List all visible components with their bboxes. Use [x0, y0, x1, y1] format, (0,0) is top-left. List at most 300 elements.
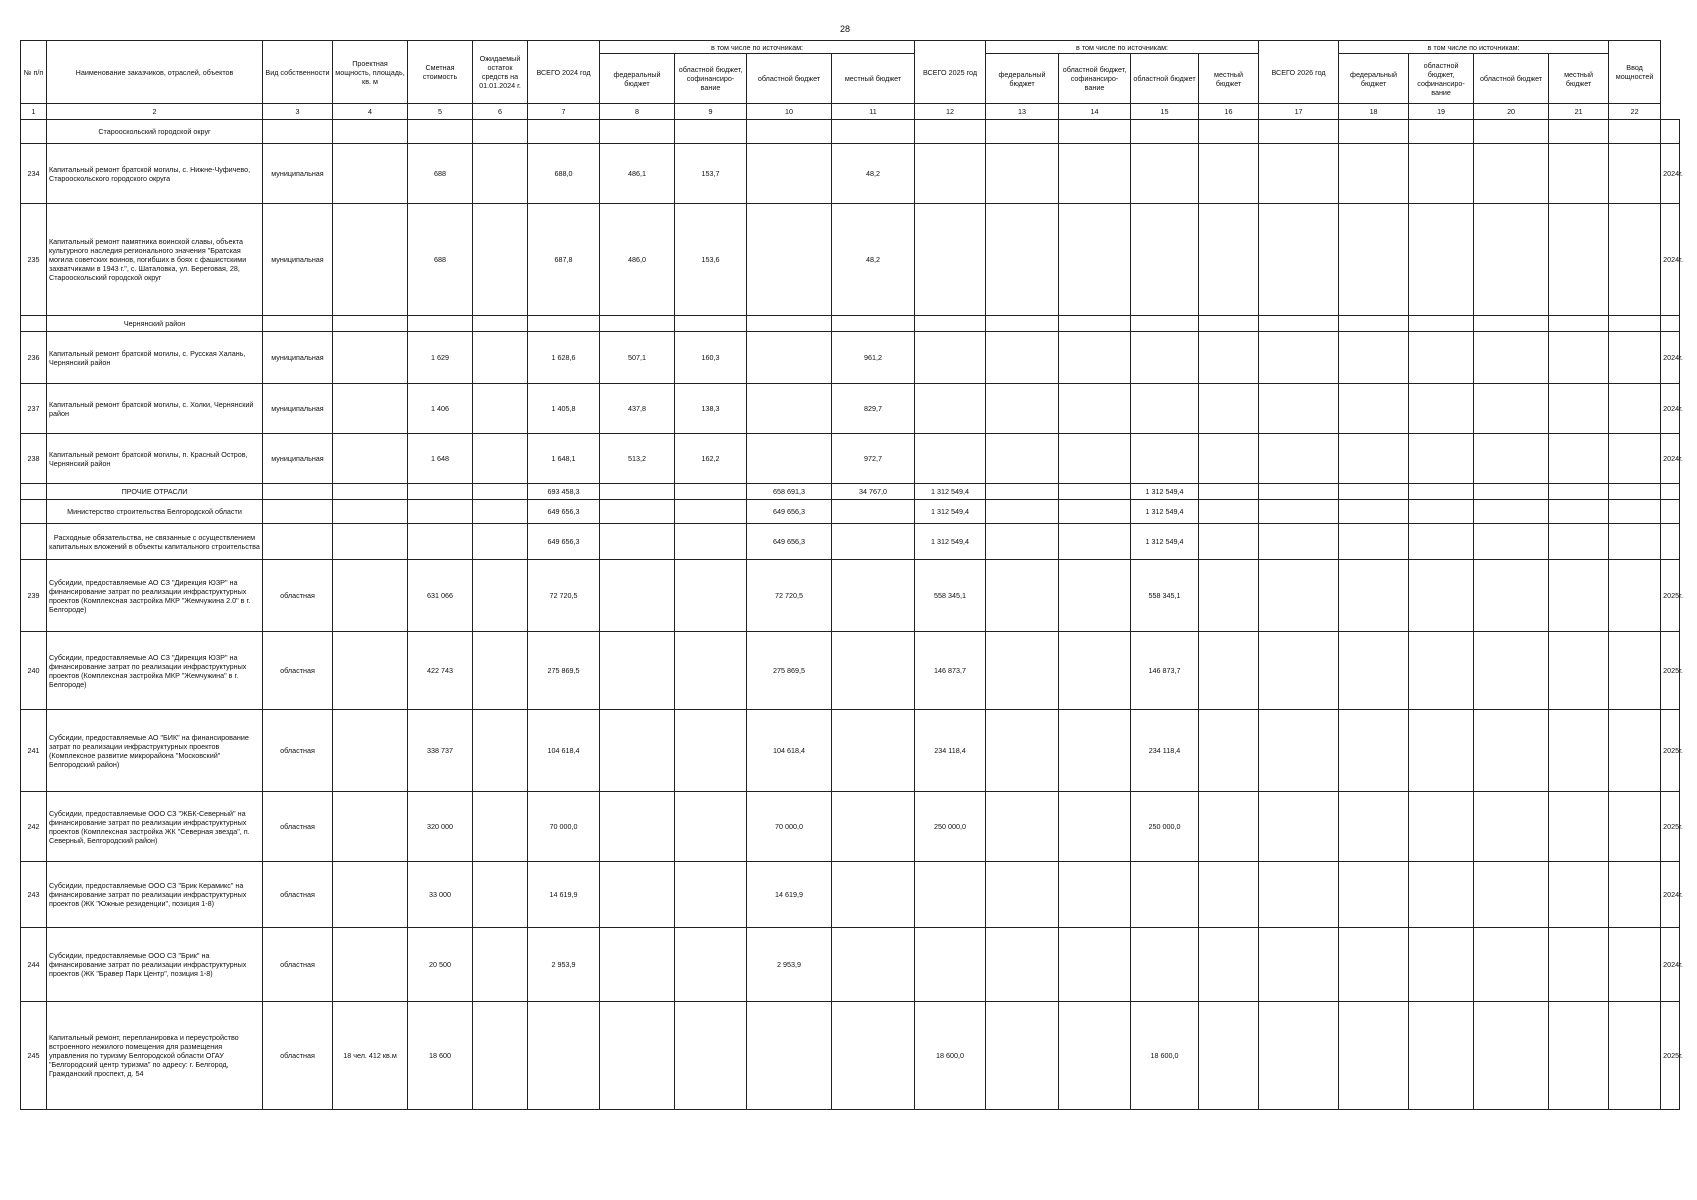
value-cell: 275 869,5 — [528, 632, 600, 710]
value-cell: 138,3 — [675, 384, 747, 434]
value-cell — [915, 120, 986, 144]
value-cell — [1409, 1002, 1474, 1110]
value-cell — [1199, 928, 1259, 1002]
value-cell: 1 405,8 — [528, 384, 600, 434]
table-row — [21, 928, 1680, 1002]
header-total-2026: ВСЕГО 2026 год — [1259, 41, 1339, 104]
value-cell — [915, 928, 986, 1002]
object-name: Капитальный ремонт памятника воинской славы, объекта культурного наследия регионального значения "Братская могила советских воинов, погибших в боях с фашистскими захватчиками в 1943 г.", с. Шаталовка, ул. Береговая, 28, Старооскольский городской округ — [47, 204, 263, 316]
value-cell — [986, 792, 1059, 862]
row-number — [21, 524, 47, 560]
value-cell — [1059, 1002, 1131, 1110]
header-regional-2026: областной бюджет — [1474, 54, 1549, 104]
column-number-row — [21, 104, 1680, 120]
column-number: 7 — [528, 104, 600, 120]
empty-cell — [408, 500, 473, 524]
header-sources-2026: в том числе по источникам: — [1339, 41, 1609, 54]
column-number: 3 — [263, 104, 333, 120]
header-name: Наименование заказчиков, отраслей, объектов — [47, 41, 263, 104]
column-number: 11 — [832, 104, 915, 120]
value-cell — [1549, 120, 1609, 144]
value-cell — [1549, 560, 1609, 632]
capacity-cell — [333, 560, 408, 632]
intro-year-cell: 2025г. — [1661, 632, 1680, 710]
value-cell: 48,2 — [832, 144, 915, 204]
object-name: Субсидии, предоставляемые ООО СЗ "ЖБК-Северный" на финансирование затрат по реализации инфраструктурных проектов (Комплексная застройка ЖК "Северная звезда", п. Северный, Белгородский район) — [47, 792, 263, 862]
value-cell — [1409, 316, 1474, 332]
value-cell — [1199, 384, 1259, 434]
value-cell — [675, 500, 747, 524]
value-cell — [1409, 500, 1474, 524]
value-cell: 513,2 — [600, 434, 675, 484]
value-cell — [1549, 204, 1609, 316]
header-cost: Сметная стоимость — [408, 41, 473, 104]
row-number: 237 — [21, 384, 47, 434]
section-row — [21, 500, 1680, 524]
capacity-cell — [333, 144, 408, 204]
value-cell: 829,7 — [832, 384, 915, 434]
empty-cell — [408, 316, 473, 332]
ownership-cell: областная — [263, 862, 333, 928]
row-number: 245 — [21, 1002, 47, 1110]
value-cell: 649 656,3 — [528, 524, 600, 560]
header-capacity: Проектная мощность, площадь, кв. м — [333, 41, 408, 104]
value-cell — [1259, 792, 1339, 862]
empty-cell — [263, 316, 333, 332]
header-federal-2024: федеральный бюджет — [600, 54, 675, 104]
intro-year-cell: 2025г. — [1661, 560, 1680, 632]
column-number: 21 — [1549, 104, 1609, 120]
column-number: 4 — [333, 104, 408, 120]
intro-year-cell — [1661, 524, 1680, 560]
value-cell — [1474, 316, 1549, 332]
value-cell — [1339, 120, 1409, 144]
value-cell — [1199, 1002, 1259, 1110]
intro-year-cell — [1661, 484, 1680, 500]
empty-cell — [473, 316, 528, 332]
value-cell — [1339, 928, 1409, 1002]
value-cell — [1059, 500, 1131, 524]
value-cell — [1339, 862, 1409, 928]
value-cell — [1059, 434, 1131, 484]
table-row — [21, 710, 1680, 792]
table-row — [21, 434, 1680, 484]
value-cell — [675, 792, 747, 862]
value-cell — [1059, 710, 1131, 792]
empty-cell — [473, 484, 528, 500]
value-cell: 34 767,0 — [832, 484, 915, 500]
value-cell — [1259, 500, 1339, 524]
header-ownership: Вид собственности — [263, 41, 333, 104]
cost-cell: 1 629 — [408, 332, 473, 384]
capacity-cell — [333, 384, 408, 434]
value-cell — [1259, 144, 1339, 204]
column-number: 8 — [600, 104, 675, 120]
row-number: 236 — [21, 332, 47, 384]
value-cell: 558 345,1 — [1131, 560, 1199, 632]
ownership-cell: областная — [263, 632, 333, 710]
value-cell — [600, 1002, 675, 1110]
value-cell — [1259, 384, 1339, 434]
value-cell — [600, 484, 675, 500]
column-number: 16 — [1199, 104, 1259, 120]
value-cell — [1259, 862, 1339, 928]
header-total-2024: ВСЕГО 2024 год — [528, 41, 600, 104]
intro-year-cell: 2025г. — [1661, 710, 1680, 792]
value-cell — [675, 524, 747, 560]
value-cell — [832, 632, 915, 710]
row-number — [21, 484, 47, 500]
value-cell — [1059, 928, 1131, 1002]
value-cell — [986, 710, 1059, 792]
value-cell — [1409, 332, 1474, 384]
value-cell — [1549, 332, 1609, 384]
value-cell — [1609, 1002, 1661, 1110]
intro-year-cell: 2024г. — [1661, 434, 1680, 484]
value-cell — [915, 434, 986, 484]
value-cell: 558 345,1 — [915, 560, 986, 632]
value-cell — [1199, 434, 1259, 484]
value-cell — [1339, 632, 1409, 710]
value-cell — [1549, 316, 1609, 332]
value-cell: 687,8 — [528, 204, 600, 316]
value-cell — [1609, 384, 1661, 434]
value-cell — [1409, 484, 1474, 500]
value-cell: 70 000,0 — [747, 792, 832, 862]
value-cell — [986, 524, 1059, 560]
section-row — [21, 316, 1680, 332]
value-cell — [747, 332, 832, 384]
value-cell: 1 312 549,4 — [1131, 524, 1199, 560]
capacity-cell — [333, 434, 408, 484]
value-cell — [1259, 204, 1339, 316]
value-cell — [1474, 524, 1549, 560]
object-name: Капитальный ремонт, перепланировка и переустройство встроенного нежилого помещения для размещения управления по туризму Белгородской области ОГАУ "Белгородский центр туризма" по адресу: г. Белгород, Гражданский проспект, д. 54 — [47, 1002, 263, 1110]
empty-cell — [333, 484, 408, 500]
intro-year-cell — [1661, 120, 1680, 144]
cost-cell: 1 406 — [408, 384, 473, 434]
cost-cell: 688 — [408, 204, 473, 316]
header-regional-cofin-2024: областной бюджет, софинансиро-вание — [675, 54, 747, 104]
value-cell: 2 953,9 — [747, 928, 832, 1002]
value-cell — [1609, 144, 1661, 204]
ownership-cell: областная — [263, 710, 333, 792]
row-number: 240 — [21, 632, 47, 710]
value-cell — [915, 144, 986, 204]
budget-table — [20, 40, 1683, 1110]
value-cell — [1549, 500, 1609, 524]
value-cell — [1609, 862, 1661, 928]
cost-cell: 1 648 — [408, 434, 473, 484]
value-cell — [1409, 120, 1474, 144]
value-cell: 437,8 — [600, 384, 675, 434]
section-row — [21, 524, 1680, 560]
value-cell — [1199, 560, 1259, 632]
object-name: Субсидии, предоставляемые АО СЗ "Дирекция ЮЗР" на финансирование затрат по реализации инфраструктурных проектов (Комплексная застройка МКР "Жемчужина" в г. Белгороде) — [47, 632, 263, 710]
value-cell: 18 600,0 — [915, 1002, 986, 1110]
row-number: 238 — [21, 434, 47, 484]
table-row — [21, 560, 1680, 632]
page-number: 28 — [840, 24, 851, 34]
value-cell — [832, 710, 915, 792]
section-row — [21, 120, 1680, 144]
object-name: Капитальный ремонт братской могилы, с. Русская Халань, Чернянский район — [47, 332, 263, 384]
value-cell — [1549, 632, 1609, 710]
value-cell — [1131, 204, 1199, 316]
value-cell: 250 000,0 — [1131, 792, 1199, 862]
value-cell — [1059, 560, 1131, 632]
row-number — [21, 316, 47, 332]
value-cell: 70 000,0 — [528, 792, 600, 862]
row-number: 244 — [21, 928, 47, 1002]
remainder-cell — [473, 632, 528, 710]
section-name: Министерство строительства Белгородской области — [47, 500, 263, 524]
value-cell — [1059, 332, 1131, 384]
value-cell — [832, 928, 915, 1002]
remainder-cell — [473, 862, 528, 928]
value-cell — [986, 1002, 1059, 1110]
intro-year-cell — [1661, 500, 1680, 524]
value-cell — [1339, 316, 1409, 332]
value-cell — [1131, 928, 1199, 1002]
header-regional-2025: областной бюджет — [1131, 54, 1199, 104]
value-cell — [1339, 792, 1409, 862]
ownership-cell: муниципальная — [263, 144, 333, 204]
value-cell — [1199, 862, 1259, 928]
value-cell — [747, 144, 832, 204]
value-cell — [600, 316, 675, 332]
value-cell — [915, 862, 986, 928]
object-name: Капитальный ремонт братской могилы, п. Красный Остров, Чернянский район — [47, 434, 263, 484]
header-local-2026: местный бюджет — [1549, 54, 1609, 104]
column-number: 18 — [1339, 104, 1409, 120]
value-cell — [1549, 928, 1609, 1002]
value-cell — [1609, 792, 1661, 862]
intro-year-cell: 2025г. — [1661, 1002, 1680, 1110]
value-cell — [1474, 560, 1549, 632]
value-cell — [1059, 632, 1131, 710]
value-cell — [675, 484, 747, 500]
value-cell: 234 118,4 — [1131, 710, 1199, 792]
value-cell — [747, 1002, 832, 1110]
value-cell — [675, 632, 747, 710]
object-name: Капитальный ремонт братской могилы, с. Холки, Чернянский район — [47, 384, 263, 434]
value-cell — [1474, 862, 1549, 928]
value-cell — [986, 434, 1059, 484]
value-cell — [1059, 384, 1131, 434]
empty-cell — [263, 120, 333, 144]
intro-year-cell — [1661, 316, 1680, 332]
ownership-cell: областная — [263, 1002, 333, 1110]
value-cell — [986, 144, 1059, 204]
ownership-cell: областная — [263, 560, 333, 632]
value-cell — [1409, 862, 1474, 928]
value-cell — [1474, 204, 1549, 316]
value-cell — [1549, 484, 1609, 500]
value-cell — [600, 792, 675, 862]
remainder-cell — [473, 928, 528, 1002]
value-cell — [1474, 632, 1549, 710]
ownership-cell: областная — [263, 928, 333, 1002]
cost-cell: 18 600 — [408, 1002, 473, 1110]
value-cell — [832, 120, 915, 144]
value-cell: 649 656,3 — [528, 500, 600, 524]
empty-cell — [473, 120, 528, 144]
value-cell — [1339, 1002, 1409, 1110]
empty-cell — [408, 484, 473, 500]
value-cell — [832, 524, 915, 560]
value-cell — [1199, 144, 1259, 204]
value-cell — [1409, 524, 1474, 560]
row-number — [21, 120, 47, 144]
column-number: 1 — [21, 104, 47, 120]
value-cell — [1609, 928, 1661, 1002]
value-cell: 486,1 — [600, 144, 675, 204]
row-number: 243 — [21, 862, 47, 928]
value-cell: 1 312 549,4 — [915, 524, 986, 560]
cost-cell: 422 743 — [408, 632, 473, 710]
value-cell — [1549, 144, 1609, 204]
value-cell — [1609, 560, 1661, 632]
value-cell: 1 312 549,4 — [1131, 500, 1199, 524]
header-sources-2024: в том числе по источникам: — [600, 41, 915, 54]
value-cell — [1131, 316, 1199, 332]
remainder-cell — [473, 332, 528, 384]
intro-year-cell: 2024г. — [1661, 144, 1680, 204]
value-cell — [1259, 710, 1339, 792]
value-cell — [1474, 710, 1549, 792]
value-cell — [1199, 524, 1259, 560]
value-cell — [675, 120, 747, 144]
value-cell — [986, 120, 1059, 144]
value-cell: 1 312 549,4 — [1131, 484, 1199, 500]
column-number: 2 — [47, 104, 263, 120]
column-number: 15 — [1131, 104, 1199, 120]
remainder-cell — [473, 434, 528, 484]
value-cell — [1474, 434, 1549, 484]
value-cell: 104 618,4 — [528, 710, 600, 792]
value-cell — [528, 316, 600, 332]
table-row — [21, 1002, 1680, 1110]
value-cell: 649 656,3 — [747, 524, 832, 560]
value-cell — [1609, 710, 1661, 792]
empty-cell — [408, 120, 473, 144]
value-cell — [1549, 1002, 1609, 1110]
header-regional-2024: областной бюджет — [747, 54, 832, 104]
value-cell: 658 691,3 — [747, 484, 832, 500]
value-cell — [1549, 710, 1609, 792]
value-cell — [1339, 524, 1409, 560]
value-cell — [915, 204, 986, 316]
value-cell — [1609, 524, 1661, 560]
value-cell — [1609, 484, 1661, 500]
value-cell — [1409, 792, 1474, 862]
column-number: 13 — [986, 104, 1059, 120]
value-cell — [1199, 120, 1259, 144]
header-sources-2025: в том числе по источникам: — [986, 41, 1259, 54]
value-cell — [915, 332, 986, 384]
column-number: 17 — [1259, 104, 1339, 120]
value-cell — [600, 524, 675, 560]
value-cell: 688,0 — [528, 144, 600, 204]
empty-cell — [333, 524, 408, 560]
value-cell — [600, 928, 675, 1002]
column-number: 10 — [747, 104, 832, 120]
table-row — [21, 862, 1680, 928]
value-cell — [1059, 524, 1131, 560]
value-cell — [1339, 204, 1409, 316]
row-number: 241 — [21, 710, 47, 792]
capacity-cell — [333, 332, 408, 384]
value-cell — [1609, 332, 1661, 384]
column-number: 12 — [915, 104, 986, 120]
value-cell — [1339, 332, 1409, 384]
value-cell — [600, 710, 675, 792]
value-cell — [1609, 500, 1661, 524]
cost-cell: 33 000 — [408, 862, 473, 928]
header-local-2025: местный бюджет — [1199, 54, 1259, 104]
value-cell — [832, 1002, 915, 1110]
capacity-cell — [333, 710, 408, 792]
value-cell — [1259, 1002, 1339, 1110]
value-cell — [600, 560, 675, 632]
value-cell: 649 656,3 — [747, 500, 832, 524]
value-cell — [1259, 560, 1339, 632]
table-row — [21, 792, 1680, 862]
value-cell — [1409, 632, 1474, 710]
value-cell — [1131, 384, 1199, 434]
row-number: 239 — [21, 560, 47, 632]
value-cell — [1059, 792, 1131, 862]
value-cell — [1199, 632, 1259, 710]
value-cell: 486,0 — [600, 204, 675, 316]
cost-cell: 688 — [408, 144, 473, 204]
empty-cell — [333, 120, 408, 144]
value-cell — [1199, 792, 1259, 862]
table-row — [21, 632, 1680, 710]
value-cell — [675, 710, 747, 792]
remainder-cell — [473, 560, 528, 632]
intro-year-cell: 2024г. — [1661, 384, 1680, 434]
table-body — [21, 120, 1683, 1110]
value-cell: 1 312 549,4 — [915, 484, 986, 500]
header-no: № п/п — [21, 41, 47, 104]
value-cell — [1259, 928, 1339, 1002]
value-cell — [1549, 434, 1609, 484]
value-cell — [675, 316, 747, 332]
value-cell — [747, 120, 832, 144]
value-cell: 146 873,7 — [1131, 632, 1199, 710]
value-cell — [1609, 632, 1661, 710]
header-federal-2026: федеральный бюджет — [1339, 54, 1409, 104]
value-cell: 1 648,1 — [528, 434, 600, 484]
value-cell: 72 720,5 — [528, 560, 600, 632]
row-number: 242 — [21, 792, 47, 862]
value-cell: 72 720,5 — [747, 560, 832, 632]
section-name: Чернянский район — [47, 316, 263, 332]
ownership-cell: областная — [263, 792, 333, 862]
value-cell — [1059, 316, 1131, 332]
value-cell — [986, 928, 1059, 1002]
column-number: 20 — [1474, 104, 1549, 120]
remainder-cell — [473, 792, 528, 862]
section-name: ПРОЧИЕ ОТРАСЛИ — [47, 484, 263, 500]
cost-cell: 20 500 — [408, 928, 473, 1002]
value-cell: 275 869,5 — [747, 632, 832, 710]
header-federal-2025: федеральный бюджет — [986, 54, 1059, 104]
section-row — [21, 484, 1680, 500]
ownership-cell: муниципальная — [263, 204, 333, 316]
